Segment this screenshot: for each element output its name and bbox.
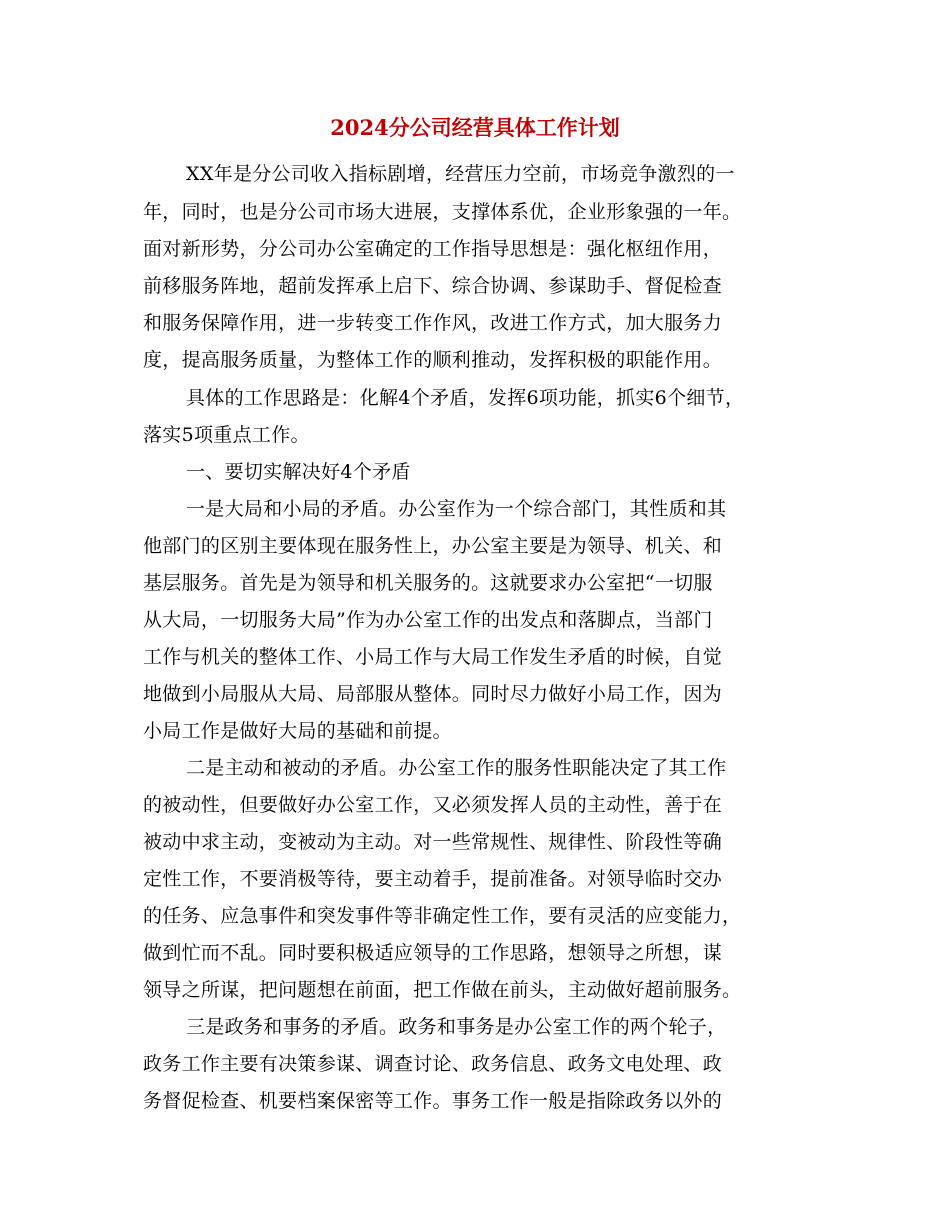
body-line: 小局工作是做好大局的基础和前提。 bbox=[143, 720, 452, 742]
body-line: 前移服务阵地，超前发挥承上启下、综合协调、参谋助手、督促检查 bbox=[143, 275, 723, 297]
body-line: 二是主动和被动的矛盾。办公室工作的服务性职能决定了其工作 bbox=[186, 757, 727, 779]
body-line: 和服务保障作用，进一步转变工作作风，改进工作方式，加大服务力 bbox=[143, 312, 723, 334]
body-line: 工作与机关的整体工作、小局工作与大局工作发生矛盾的时候，自觉 bbox=[143, 646, 723, 668]
body-line: 的任务、应急事件和突发事件等非确定性工作，要有灵活的应变能力， bbox=[143, 905, 742, 927]
body-line: 务督促检查、机要档案保密等工作。事务工作一般是指除政务以外的 bbox=[143, 1090, 723, 1112]
body-line: 落实5项重点工作。 bbox=[143, 424, 310, 446]
section-heading: 一、要切实解决好4个矛盾 bbox=[186, 461, 411, 483]
body-line: 三是政务和事务的矛盾。政务和事务是办公室工作的两个轮子， bbox=[186, 1016, 727, 1038]
document-title: 2024分公司经营具体工作计划 bbox=[330, 115, 620, 140]
body-line: 的被动性，但要做好办公室工作，又必须发挥人员的主动性，善于在 bbox=[143, 794, 723, 816]
body-line: 领导之所谋，把问题想在前面，把工作做在前头，主动做好超前服务。 bbox=[143, 979, 742, 1001]
body-line: 面对新形势，分公司办公室确定的工作指导思想是：强化枢纽作用， bbox=[143, 238, 723, 260]
body-line: 被动中求主动，变被动为主动。对一些常规性、规律性、阶段性等确 bbox=[143, 831, 723, 853]
body-line: 定性工作，不要消极等待，要主动着手，提前准备。对领导临时交办 bbox=[143, 868, 723, 890]
body-line: 基层服务。首先是为领导和机关服务的。这就要求办公室把“一切服 bbox=[143, 572, 713, 594]
body-line: XX年是分公司收入指标剧增，经营压力空前，市场竞争激烈的一 bbox=[186, 163, 735, 185]
body-line: 从大局，一切服务大局”作为办公室工作的出发点和落脚点，当部门 bbox=[143, 609, 713, 631]
body-line: 政务工作主要有决策参谋、调查讨论、政务信息、政务文电处理、政 bbox=[143, 1053, 723, 1075]
body-line: 做到忙而不乱。同时要积极适应领导的工作思路，想领导之所想，谋 bbox=[143, 942, 723, 964]
body-line: 具体的工作思路是：化解4个矛盾，发挥6项功能，抓实6个细节， bbox=[186, 387, 745, 409]
body-line: 他部门的区别主要体现在服务性上，办公室主要是为领导、机关、和 bbox=[143, 535, 723, 557]
body-line: 年，同时，也是分公司市场大进展，支撑体系优，企业形象强的一年。 bbox=[143, 201, 742, 223]
body-line: 地做到小局服从大局、局部服从整体。同时尽力做好小局工作，因为 bbox=[143, 683, 723, 705]
body-line: 一是大局和小局的矛盾。办公室作为一个综合部门，其性质和其 bbox=[186, 498, 727, 520]
body-line: 度，提高服务质量，为整体工作的顺利推动，发挥积极的职能作用。 bbox=[143, 349, 723, 371]
